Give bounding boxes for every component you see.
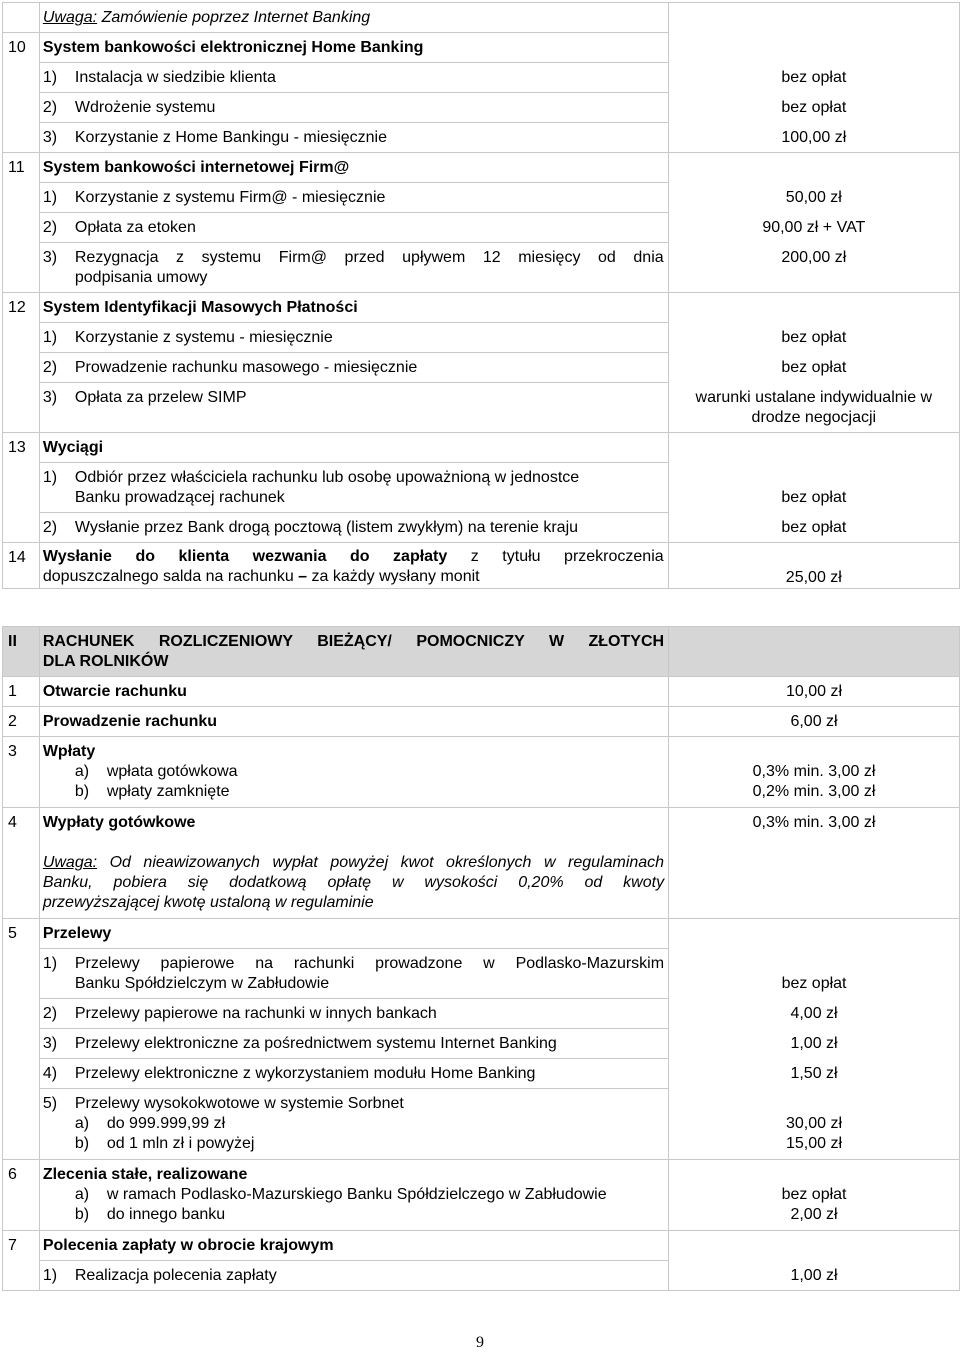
section-number: II [3, 627, 40, 677]
price-value: 25,00 zł [668, 543, 959, 589]
price-value: bez opłat 2,00 zł [669, 1160, 960, 1231]
list-item: 5) Przelewy wysokokwotowe w systemie Sorbnet a) do 999.999,99 zł b) od 1 mln zł i powyżej [39, 1089, 668, 1160]
row-number: 14 [3, 543, 40, 589]
price-value: 0,3% min. 3,00 zł 0,2% min. 3,00 zł [669, 737, 960, 808]
list-item: 2) Przelewy papierowe na rachunki w innych bankach [39, 999, 668, 1029]
row-title-polecenia: Polecenia zapłaty w obrocie krajowym [39, 1231, 668, 1261]
row-number-empty [3, 3, 40, 33]
list-item: 3) Rezygnacja z systemu Firm@ przed upływem 12 miesięcy od dnia podpisania umowy [39, 243, 668, 293]
row-number: 6 [3, 1160, 40, 1231]
price-value: 50,00 zł [668, 183, 959, 213]
price-value: bez opłat [668, 93, 959, 123]
list-item: 3) Przelewy elektroniczne za pośrednictwem systemu Internet Banking [39, 1029, 668, 1059]
price-value: bez opłat [668, 513, 959, 543]
price-value: bez opłat [669, 949, 960, 999]
list-item: 4) Przelewy elektroniczne z wykorzystaniem modułu Home Banking [39, 1059, 668, 1089]
list-item: 3) Korzystanie z Home Bankingu - miesięcznie [39, 123, 668, 153]
price-value: 10,00 zł [669, 677, 960, 707]
row-title-simp: System Identyfikacji Masowych Płatności [39, 293, 668, 323]
row-number: 10 [3, 33, 40, 63]
row-title-firma: System bankowości internetowej Firm@ [39, 153, 668, 183]
list-item: 1) Instalacja w siedzibie klienta [39, 63, 668, 93]
price-value: 6,00 zł [669, 707, 960, 737]
price-value: 1,50 zł [669, 1059, 960, 1089]
price-cell [668, 3, 959, 33]
row-title-otwarcie: Otwarcie rachunku [39, 677, 668, 707]
price-value: bez opłat [668, 63, 959, 93]
fee-table-section-1 [2, 2, 960, 589]
list-item: 1) Przelewy papierowe na rachunki prowadzone w Podlasko-Mazurskim Banku Spółdzielczym w Zabłudowie [39, 949, 668, 999]
price-value: 100,00 zł [668, 123, 959, 153]
price-value: 90,00 zł + VAT [668, 213, 959, 243]
price-value: bez opłat [668, 353, 959, 383]
fee-table-section-2 [2, 626, 960, 1291]
price-value: 4,00 zł [669, 999, 960, 1029]
row-number: 2 [3, 707, 40, 737]
list-item: 3) Opłata za przelew SIMP [39, 383, 668, 433]
section-title: RACHUNEK ROZLICZENIOWY BIEŻĄCY/ POMOCNICZY W ZŁOTYCH DLA ROLNIKÓW [39, 627, 668, 677]
row-title-prowadzenie: Prowadzenie rachunku [39, 707, 668, 737]
row-wplaty: Wpłaty a) wpłata gotówkowa b) wpłaty zamknięte [39, 737, 668, 808]
row-number: 12 [3, 293, 40, 323]
page-number: 9 [476, 1334, 484, 1351]
row-number: 1 [3, 677, 40, 707]
price-value: 30,00 zł 15,00 zł [669, 1089, 960, 1160]
list-item: 1) Korzystanie z systemu - miesięcznie [39, 323, 668, 353]
row-number: 3 [3, 737, 40, 808]
uwaga-note: Uwaga: Zamówienie poprzez Internet Banking [39, 3, 668, 33]
price-value: bez opłat [668, 463, 959, 513]
row-number: 7 [3, 1231, 40, 1261]
price-value: 1,00 zł [669, 1029, 960, 1059]
list-item: 2) Prowadzenie rachunku masowego - miesięcznie [39, 353, 668, 383]
price-value: 200,00 zł [668, 243, 959, 293]
list-item: 1) Realizacja polecenia zapłaty [39, 1261, 668, 1291]
row-number: 13 [3, 433, 40, 463]
row-title-wyciagi: Wyciągi [39, 433, 668, 463]
price-value: bez opłat [668, 323, 959, 353]
row-number: 4 [3, 808, 40, 919]
row-number: 11 [3, 153, 40, 183]
row-wyplaty: Wypłaty gotówkowe Uwaga: Od nieawizowanych wypłat powyżej kwot określonych w regulaminach Banku, pobiera się dodatkową opłatę w wysokości 0,20% od kwoty przewyższającej kwotę ustaloną w regulaminie [39, 808, 668, 919]
row-zlecenia: Zlecenia stałe, realizowane a) w ramach Podlasko-Mazurskiego Banku Spółdzielczego w Zabłudowie b) do innego banku [39, 1160, 668, 1231]
row-title-home-banking: System bankowości elektronicznej Home Banking [39, 33, 668, 63]
list-item: 2) Wdrożenie systemu [39, 93, 668, 123]
list-item: 1) Korzystanie z systemu Firm@ - miesięcznie [39, 183, 668, 213]
row-title-monit: Wysłanie do klienta wezwania do zapłaty z tytułu przekroczenia dopuszczalnego salda na rachunku – za każdy wysłany monit [39, 543, 668, 589]
price-value: 0,3% min. 3,00 zł [669, 808, 960, 919]
list-item: 2) Opłata za etoken [39, 213, 668, 243]
price-value: warunki ustalane indywidualnie w drodze negocjacji [668, 383, 959, 433]
list-item: 2) Wysłanie przez Bank drogą pocztową (listem zwykłym) na terenie kraju [39, 513, 668, 543]
list-item: 1) Odbiór przez właściciela rachunku lub osobę upoważnioną w jednostce Banku prowadzącej rachunek [39, 463, 668, 513]
row-title-przelewy: Przelewy [39, 919, 668, 949]
row-number: 5 [3, 919, 40, 949]
price-value: 1,00 zł [669, 1261, 960, 1291]
